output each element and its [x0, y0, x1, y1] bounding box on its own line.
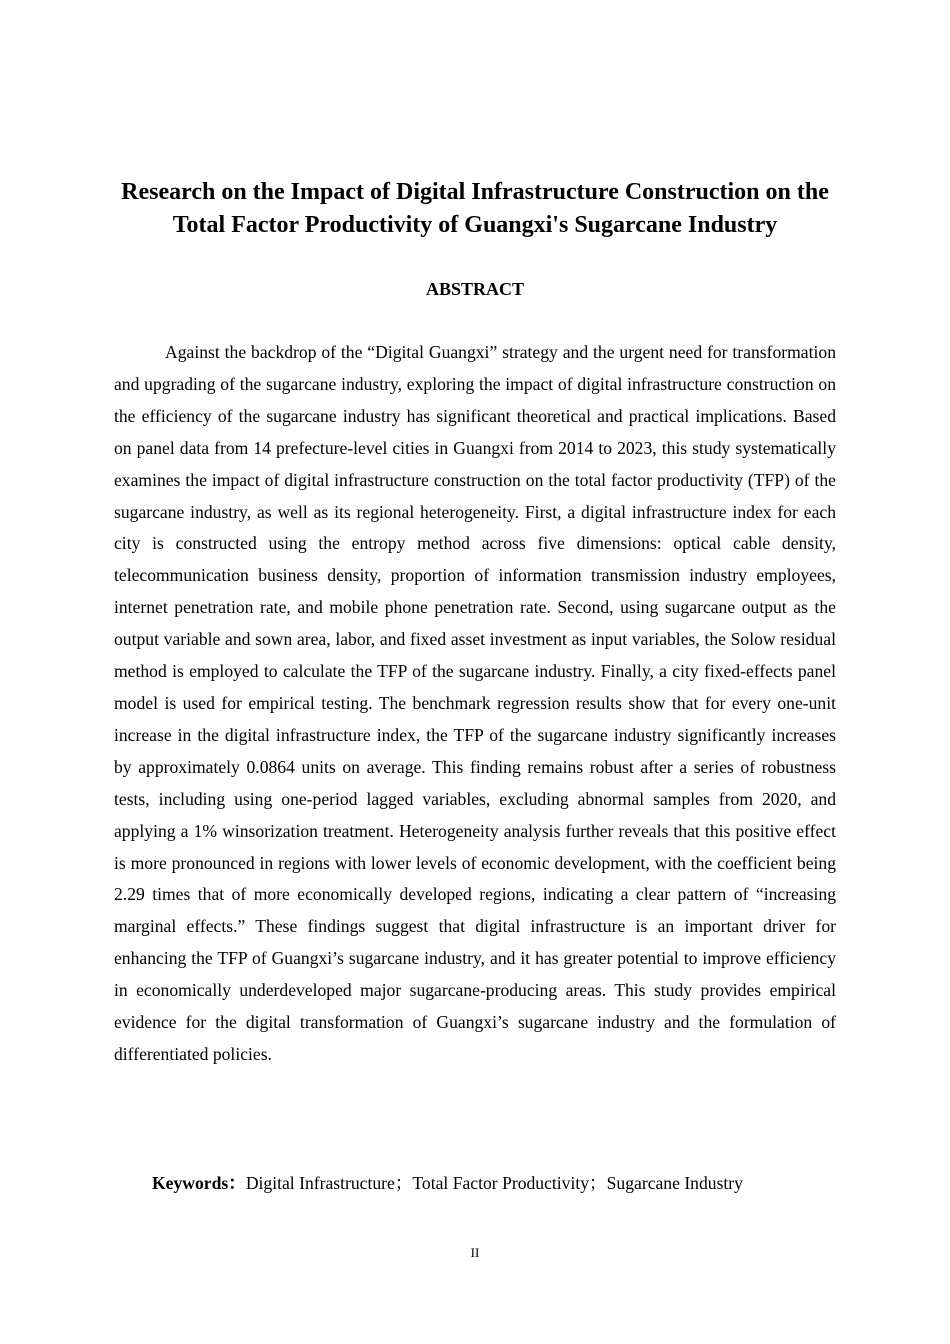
keywords-text: Digital Infrastructure；Total Factor Productivity；Sugarcane Industry: [245, 1173, 743, 1193]
abstract-heading: ABSTRACT: [425, 279, 525, 299]
page-number: II: [470, 1245, 480, 1260]
abstract-body: Against the backdrop of the “Digital Guangxi” strategy and the urgent need for transformation and upgrading of the sugarcane industry, exploring the impact of digital infrastructure construction on the efficiency of the sugarcane industry has significant theoretical and practical implications. Based on panel data from 14 prefecture-level cities in Guangxi from 2014 to 2023, this study systematically examines the impact of digital infrastructure construction on the total factor productivity (TFP) of the sugarcane industry, as well as its regional heterogeneity. First, a digital infrastructure index for each city is constructed using the entropy method across five dimensions: optical cable density, telecommunication business density, proportion of information transmission industry employees, internet penetration rate, and mobile phone penetration rate. Second, using sugarcane output as the output variable and sown area, labor, and fixed asset investment as input variables, the Solow residual method is employed to calculate the TFP of the sugarcane industry. Finally, a city fixed-effects panel model is used for empirical testing. The benchmark regression results show that for every one-unit increase in the digital infrastructure index, the TFP of the sugarcane industry significantly increases by approximately 0.0864 units on average. This finding remains robust after a series of robustness tests, including using one-period lagged variables, excluding abnormal samples from 2020, and applying a 1% winsorization treatment. Heterogeneity analysis further reveals that this positive effect is more pronounced in regions with lower levels of economic development, with the coefficient being 2.29 times that of more economically developed regions, indicating a clear pattern of “increasing marginal effects.” These findings suggest that digital infrastructure is an important driver for enhancing the TFP of Guangxi’s sugarcane industry, and it has greater potential to improve efficiency in economically underdeveloped major sugarcane-producing areas. This study provides empirical evidence for the digital transformation of Guangxi’s sugarcane industry and the formulation of differentiated policies.: [114, 342, 836, 1064]
keywords-label: Keywords：: [152, 1173, 246, 1193]
keywords-line: [152, 1170, 852, 1196]
paper-title: Research on the Impact of Digital Infrastructure Construction on the Total Factor Productivity of Guangxi's Sugarcane Industry: [121, 179, 829, 238]
